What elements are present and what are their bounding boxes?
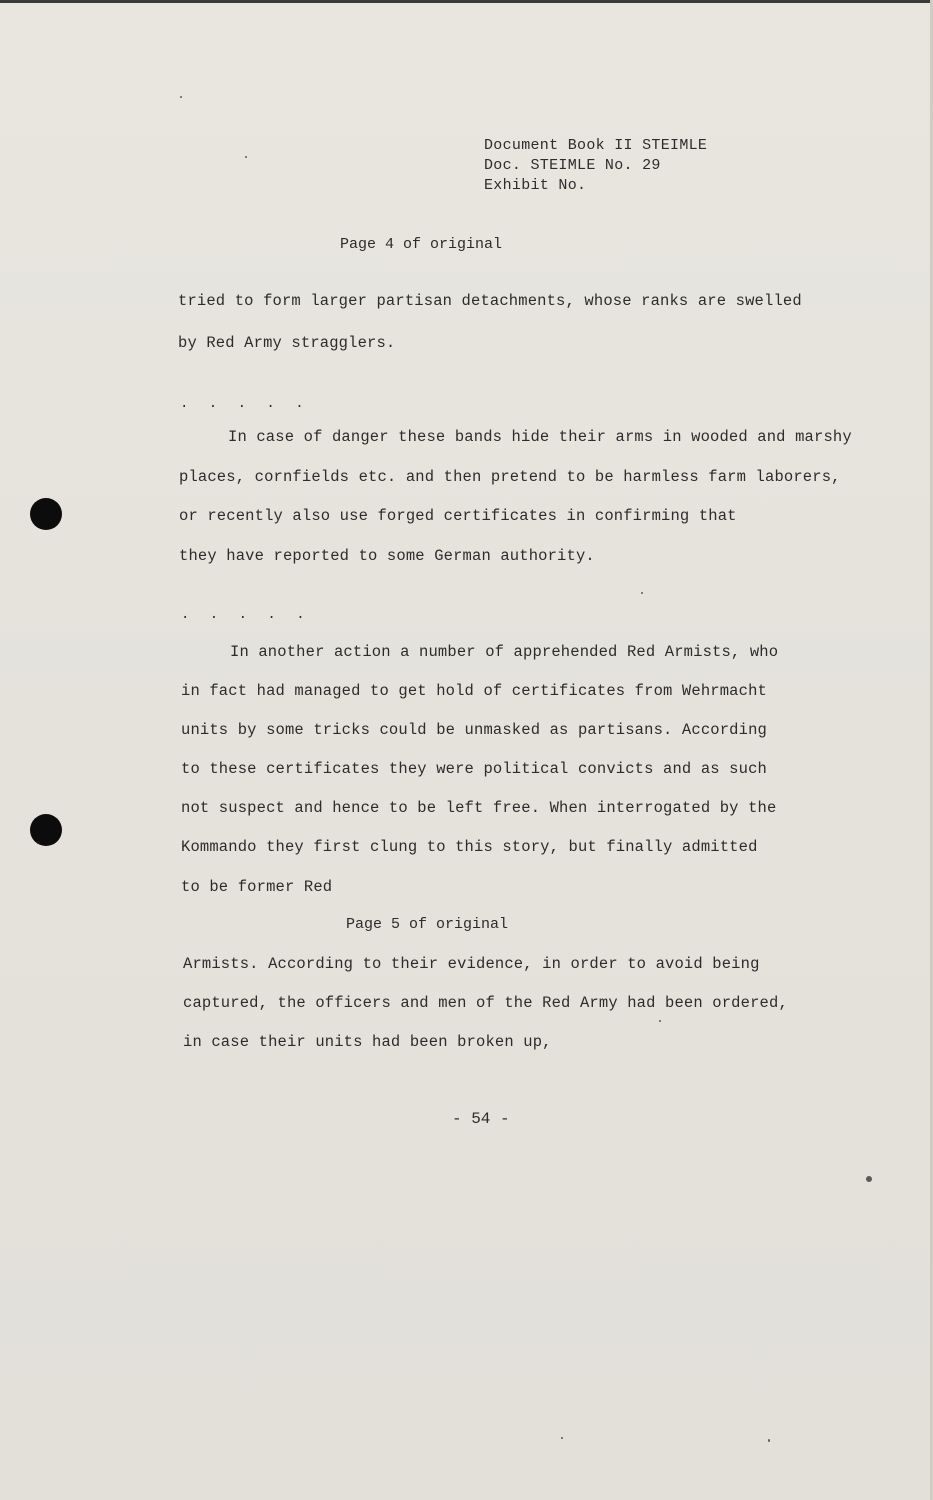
paragraph-4-line: in case their units had been broken up, xyxy=(183,1033,552,1051)
paragraph-1-line: tried to form larger partisan detachments, whose ranks are swelled xyxy=(178,292,802,310)
paper-speck xyxy=(245,156,247,158)
page-top-edge xyxy=(0,0,933,3)
paragraph-3-line: to these certificates they were political convicts and as such xyxy=(181,760,767,778)
paper-speck xyxy=(866,1176,872,1182)
paragraph-3-line: Kommando they first clung to this story, but finally admitted xyxy=(181,838,758,856)
paragraph-3-line: units by some tricks could be unmasked as partisans. According xyxy=(181,721,767,739)
binder-hole-bottom xyxy=(30,814,62,846)
paper-speck xyxy=(659,1020,661,1022)
paper-speck xyxy=(641,592,643,594)
paragraph-3-line: In another action a number of apprehended Red Armists, who xyxy=(230,643,779,661)
paragraph-3-line: not suspect and hence to be left free. When interrogated by the xyxy=(181,799,777,817)
document-book-label: Document Book II STEIMLE xyxy=(484,137,708,154)
ellipsis-separator: . . . . . xyxy=(180,396,310,412)
paragraph-2-line: or recently also use forged certificates in confirming that xyxy=(179,507,737,525)
paragraph-4-line: Armists. According to their evidence, in order to avoid being xyxy=(183,955,760,973)
paragraph-2-line: In case of danger these bands hide their arms in wooded and marshy xyxy=(228,428,852,446)
paragraph-3-line: in fact had managed to get hold of certificates from Wehrmacht xyxy=(181,682,767,700)
doc-number-label: Doc. STEIMLE No. 29 xyxy=(484,157,661,174)
paragraph-1-line: by Red Army stragglers. xyxy=(178,334,396,352)
paragraph-2-line: they have reported to some German authority. xyxy=(179,547,595,565)
paper-speck xyxy=(561,1437,563,1439)
paper-speck xyxy=(768,1439,770,1442)
paragraph-4-line: captured, the officers and men of the Red Army had been ordered, xyxy=(183,994,788,1012)
paragraph-3-line: to be former Red xyxy=(181,878,333,896)
binder-hole-top xyxy=(30,498,62,530)
exhibit-label: Exhibit No. xyxy=(484,177,587,194)
ellipsis-separator: . . . . . xyxy=(181,607,311,623)
page-marker-5: Page 5 of original xyxy=(346,916,509,933)
paragraph-2-line: places, cornfields etc. and then pretend to be harmless farm laborers, xyxy=(179,468,841,486)
page-number: - 54 - xyxy=(452,1110,510,1128)
page-marker-4: Page 4 of original xyxy=(340,236,503,253)
paper-speck xyxy=(180,96,182,98)
